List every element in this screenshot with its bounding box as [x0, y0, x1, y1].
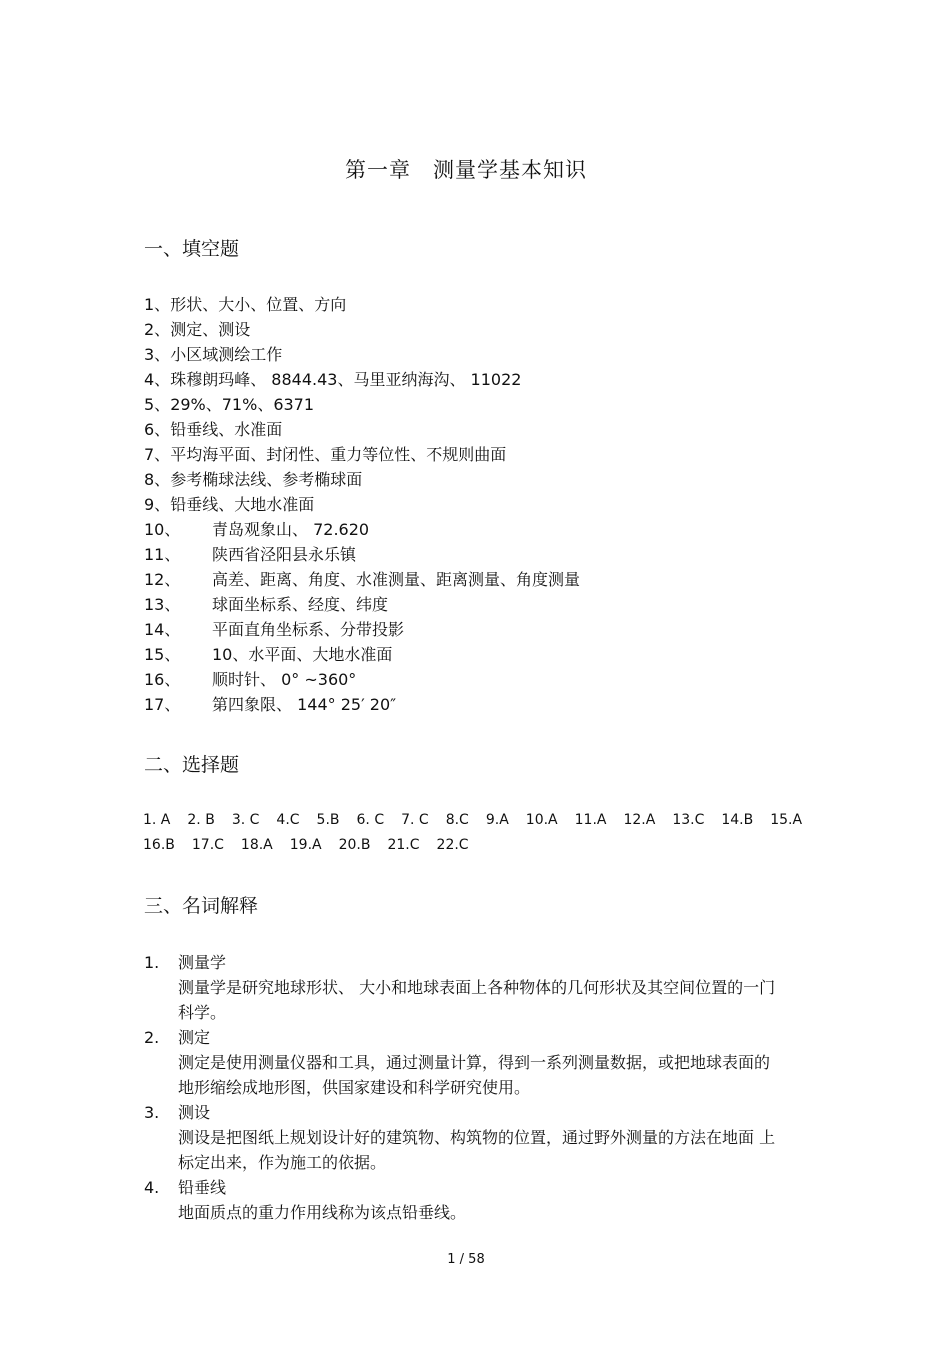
fill-answer-row [144, 392, 580, 417]
fill-answer-row [144, 367, 580, 392]
fill-answer-row [144, 542, 580, 567]
term-heading [144, 1175, 783, 1200]
fill-answer-text: 球面坐标系、经度、纬度 [212, 595, 389, 614]
fill-answer-row [144, 292, 580, 317]
fill-answer-text: 平面直角坐标系、分带投影 [212, 620, 405, 639]
choice-answer: 20.B [338, 837, 371, 853]
fill-answer-row [144, 517, 580, 542]
fill-answer-row [144, 617, 580, 642]
fill-answer-number: 9、 [144, 495, 171, 514]
choice-answer: 13.C [672, 812, 705, 828]
term-number: 3. [144, 1103, 160, 1122]
chapter-number: 第一章 [345, 158, 411, 182]
term-name: 铅垂线 [178, 1178, 227, 1197]
chapter-title [0, 154, 932, 184]
choice-answer: 18.A [240, 837, 273, 853]
chapter-name: 测量学基本知识 [433, 158, 587, 182]
term-definition: 测设是把图纸上规划设计好的建筑物、构筑物的位置，通过野外测量的方法在地面 上标定出来，作为施工的依据。 [178, 1128, 776, 1172]
choice-answer: 5.B [316, 812, 340, 828]
choice-answer: 12.A [623, 812, 656, 828]
choice-answer: 8.C [445, 812, 469, 828]
fill-answer-row [144, 567, 580, 592]
fill-answer-number: 5、 [144, 395, 171, 414]
term-entry [144, 1175, 783, 1225]
fill-answer-text: 29%、71%、6371 [170, 395, 315, 414]
fill-answer-number: 1、 [144, 295, 171, 314]
fill-answer-text: 形状、大小、位置、方向 [170, 295, 347, 314]
term-definition: 测定是使用测量仪器和工具，通过测量计算，得到一系列测量数据，或把地球表面的地形缩绘成地形图，供国家建设和科学研究使用。 [178, 1053, 771, 1097]
page-number: 1 / 58 [447, 1252, 485, 1267]
fill-answer-number: 6、 [144, 420, 171, 439]
fill-answer-text: 参考椭球法线、参考椭球面 [170, 470, 363, 489]
term-heading [144, 1100, 783, 1125]
fill-answer-text: 小区域测绘工作 [170, 345, 283, 364]
choice-answer: 3. C [231, 812, 260, 828]
fill-answer-row [144, 317, 580, 342]
fill-answer-text: 陕西省泾阳县永乐镇 [212, 545, 357, 564]
fill-answers-list [144, 292, 580, 717]
fill-answer-text: 铅垂线、水准面 [170, 420, 283, 439]
choice-answer: 9.A [485, 812, 509, 828]
choice-answer: 2. B [187, 812, 215, 828]
fill-answer-text: 10、水平面、大地水准面 [212, 645, 393, 664]
fill-answer-text: 第四象限、 144° 25′ 20″ [212, 695, 397, 714]
fill-answer-number: 7、 [144, 445, 171, 464]
choice-answer: 19.A [289, 837, 322, 853]
choice-answer: 1. A [143, 812, 171, 828]
fill-answer-text: 平均海平面、封闭性、重力等位性、不规则曲面 [170, 445, 507, 464]
choice-answer: 17.C [191, 837, 224, 853]
fill-answer-number: 14、 [144, 620, 181, 639]
fill-answer-number: 4、 [144, 370, 171, 389]
choice-answer: 14.B [721, 812, 754, 828]
fill-answer-number: 12、 [144, 570, 181, 589]
term-number: 1. [144, 953, 160, 972]
fill-answer-number: 10、 [144, 520, 181, 539]
term-number: 4. [144, 1178, 160, 1197]
fill-answer-number: 2、 [144, 320, 171, 339]
term-entry [144, 1025, 783, 1100]
choice-answers [143, 808, 819, 858]
choice-answer: 4.C [276, 812, 300, 828]
choice-answer: 21.C [387, 837, 420, 853]
choice-answer-line [143, 808, 819, 833]
choice-answer: 10.A [525, 812, 558, 828]
fill-answer-row [144, 467, 580, 492]
fill-answer-row [144, 417, 580, 442]
fill-answer-row [144, 642, 580, 667]
fill-answer-number: 8、 [144, 470, 171, 489]
fill-answer-row [144, 442, 580, 467]
fill-answer-number: 3、 [144, 345, 171, 364]
choice-answer: 16.B [143, 837, 175, 853]
term-heading [144, 950, 783, 975]
term-entry [144, 950, 783, 1025]
term-definition: 地面质点的重力作用线称为该点铅垂线。 [178, 1203, 467, 1222]
choice-answer: 6. C [356, 812, 385, 828]
fill-answer-number: 15、 [144, 645, 181, 664]
section-heading-choice: 二、选择题 [144, 754, 240, 776]
section-heading-fill-blank: 一、填空题 [144, 238, 240, 260]
choice-answer: 15.A [770, 812, 803, 828]
fill-answer-number: 11、 [144, 545, 181, 564]
fill-answer-text: 高差、距离、角度、水准测量、距离测量、角度测量 [212, 570, 581, 589]
term-heading [144, 1025, 783, 1050]
fill-answer-row [144, 667, 580, 692]
fill-answer-number: 17、 [144, 695, 181, 714]
fill-answer-text: 青岛观象山、 72.620 [212, 520, 370, 539]
fill-answer-number: 16、 [144, 670, 181, 689]
term-name: 测量学 [178, 953, 227, 972]
term-number: 2. [144, 1028, 160, 1047]
choice-answer: 7. C [401, 812, 429, 828]
choice-answer-line [143, 833, 819, 858]
term-name: 测设 [178, 1103, 211, 1122]
fill-answer-row [144, 592, 580, 617]
section-heading-terms: 三、名词解释 [144, 895, 259, 917]
fill-answer-text: 顺时针、 0° ~360° [212, 670, 357, 689]
fill-answer-row [144, 692, 580, 717]
fill-answer-row [144, 342, 580, 367]
term-definitions-list [144, 950, 783, 1225]
choice-answer: 11.A [574, 812, 607, 828]
fill-answer-row [144, 492, 580, 517]
fill-answer-text: 测定、测设 [170, 320, 251, 339]
term-definition: 测量学是研究地球形状、 大小和地球表面上各种物体的几何形状及其空间位置的一门科学。 [178, 978, 776, 1022]
fill-answer-text: 铅垂线、大地水准面 [170, 495, 315, 514]
term-entry [144, 1100, 783, 1175]
fill-answer-number: 13、 [144, 595, 181, 614]
fill-answer-text: 珠穆朗玛峰、 8844.43、马里亚纳海沟、 11022 [170, 370, 522, 389]
choice-answer: 22.C [436, 837, 469, 853]
term-name: 测定 [178, 1028, 211, 1047]
